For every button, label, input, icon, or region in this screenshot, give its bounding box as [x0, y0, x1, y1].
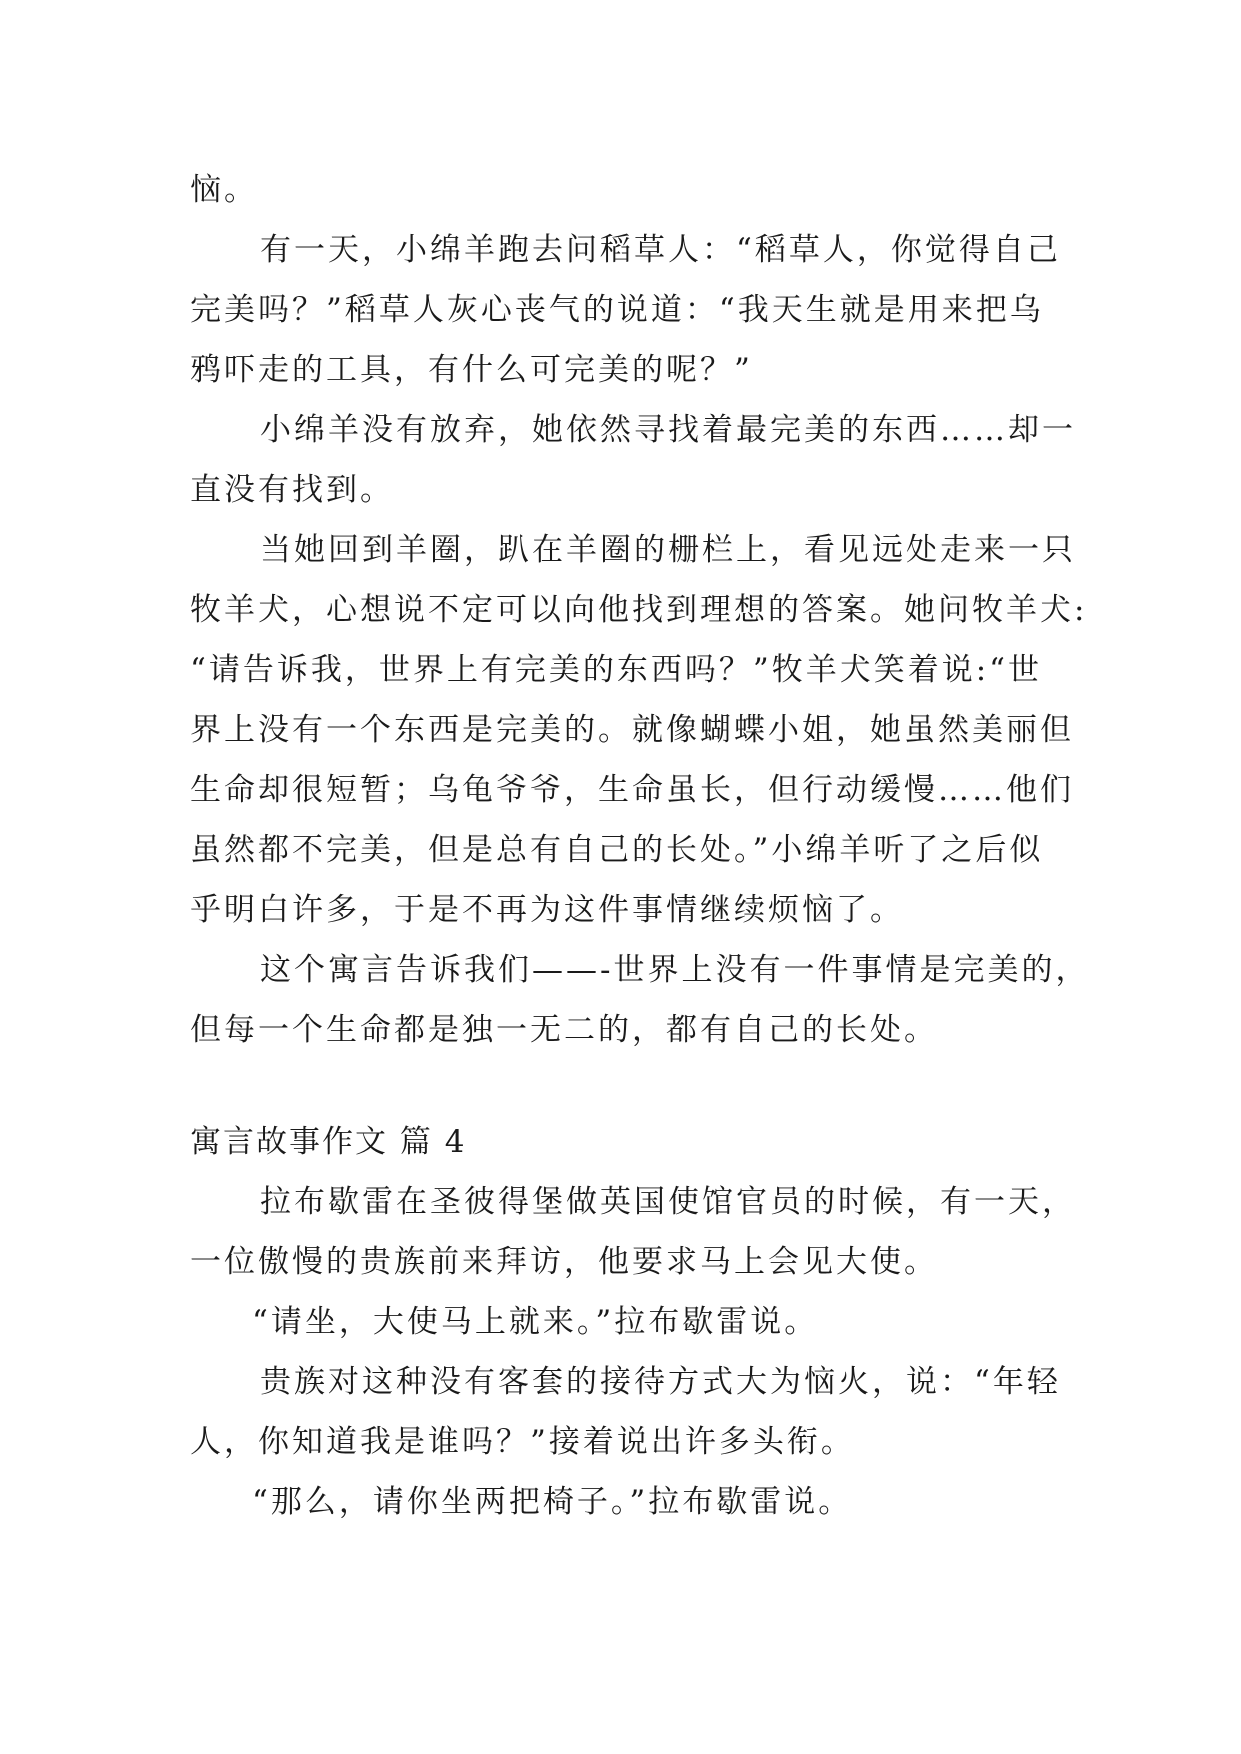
- paragraph-line: 界上没有一个东西是完美的。就像蝴蝶小姐，她虽然美丽但: [190, 712, 1074, 748]
- paragraph-line: “请坐，大使马上就来。”拉布歇雷说。: [252, 1304, 819, 1340]
- section-spacer: [190, 1060, 1050, 1112]
- document-page: [190, 160, 1090, 1532]
- paragraph-line: 生命却很短暂；乌龟爷爷，生命虽长，但行动缓慢……他们: [190, 772, 1074, 808]
- paragraph-line: “那么，请你坐两把椅子。”拉布歇雷说。: [252, 1484, 853, 1520]
- paragraph-line: 当她回到羊圈，趴在羊圈的栅栏上，看见远处走来一只: [260, 532, 1076, 568]
- paragraph-line: 拉布歇雷在圣彼得堡做英国使馆官员的时候，有一天，: [260, 1184, 1076, 1220]
- paragraph-line: 虽然都不完美，但是总有自己的长处。”小绵羊听了之后似: [190, 832, 1044, 868]
- paragraph-line: 贵族对这种没有客套的接待方式大为恼火，说：“年轻: [260, 1364, 1061, 1400]
- paragraph-line: 乎明白许多，于是不再为这件事情继续烦恼了。: [190, 892, 904, 928]
- paragraph-line: 牧羊犬，心想说不定可以向他找到理想的答案。她问牧羊犬:: [190, 592, 1088, 628]
- paragraph-line: 直没有找到。: [190, 472, 394, 508]
- section-heading: 寓言故事作文 篇 4: [190, 1124, 467, 1160]
- paragraph-line: 但每一个生命都是独一无二的，都有自己的长处。: [190, 1012, 938, 1048]
- paragraph-line: 这个寓言告诉我们——-世界上没有一件事情是完美的，: [260, 952, 1090, 988]
- paragraph-line: 完美吗？”稻草人灰心丧气的说道：“我天生就是用来把乌: [190, 292, 1044, 328]
- paragraph-line: 人，你知道我是谁吗？”接着说出许多头衔。: [190, 1424, 855, 1460]
- paragraph-line: 有一天，小绵羊跑去问稻草人：“稻草人，你觉得自己: [260, 232, 1061, 268]
- paragraph-line: 恼。: [190, 172, 258, 208]
- paragraph-line: 一位傲慢的贵族前来拜访，他要求马上会见大使。: [190, 1244, 938, 1280]
- paragraph-line: 小绵羊没有放弃，她依然寻找着最完美的东西……却一: [260, 412, 1076, 448]
- paragraph-line: “请告诉我，世界上有完美的东西吗？”牧羊犬笑着说:“世: [190, 652, 1042, 688]
- paragraph-line: 鸦吓走的工具，有什么可完美的呢？”: [190, 352, 753, 388]
